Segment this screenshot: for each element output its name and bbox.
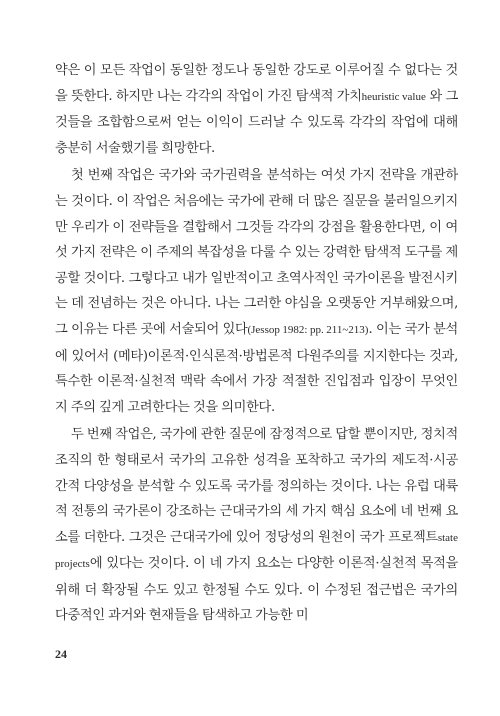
heuristic-value-term: heuristic value bbox=[361, 90, 426, 103]
paragraph-1 bbox=[55, 58, 458, 161]
citation-jessop: (Jessop 1982: pp. 211~213) bbox=[247, 323, 369, 336]
state-projects-term: state projects bbox=[55, 531, 458, 571]
paragraph-3 bbox=[55, 422, 458, 629]
paragraph-2-text-a: 첫 번째 작업은 국가와 국가권력을 분석하는 여섯 가지 전략을 개관하는 것이다. 이 작업은 처음에는 국가에 관해 더 많은 질문을 불러일으키지만 우리가 이 전략들을 결합해서 그것들 각각의 강점을 활용한다면, 이 여섯 가지 전략은 이 주제의 복잡성을 다룰 수 있는 강력한 탐색적 도구를 제공할 것이다. 그렇다고 내가 일반적이고 초역사적인 국가이론을 발전시키는 데 전념하는 것은 아니다. 나는 그러한 야심을 오랫동안 거부해왔으며, 그 이유는 다른 곳에 서술되어 있다 bbox=[55, 168, 458, 337]
page-number: 24 bbox=[55, 647, 67, 661]
body-text bbox=[55, 58, 458, 629]
paragraph-2-text-b: . 이는 국가 분석에 있어서 (메타)이론적·인식론적·방법론적 다원주의를 지지한다는 것과, 특수한 이론적·실천적 맥락 속에서 가장 적절한 진입점과 입장이 무엇인지 주의 깊게 고려한다는 것을 의미한다. bbox=[55, 321, 458, 415]
paragraph-1-text-a: 약은 이 모든 작업이 동일한 정도나 동일한 강도로 이루어질 수 없다는 것을 뜻한다. 하지만 나는 각각의 작업이 가진 탐색적 가치 bbox=[55, 63, 458, 104]
paragraph-3-text-b: 에 있다는 것이다. 이 네 가지 요소는 다양한 이론적·실천적 목적을 위해 더 확장될 수도 있고 한정될 수도 있다. 이 수정된 접근법은 국가의 다중적인 과거와 현재들을 탐색하고 가능한 미 bbox=[55, 556, 458, 624]
paragraph-3-text-a: 두 번째 작업은, 국가에 관한 질문에 잠정적으로 답할 뿐이지만, 정치적 조직의 한 형태로서 국가의 고유한 성격을 포착하고 국가의 제도적·시공간적 다양성을 분석할 수 있도록 국가를 정의하는 것이다. 나는 유럽 대륙적 전통의 국가론이 강조하는 근대국가의 세 가지 핵심 요소에 네 번째 요소를 더한다. 그것은 근대국가에 있어 정당성의 원천이 국가 프로젝트 bbox=[55, 427, 458, 545]
paragraph-2 bbox=[55, 163, 458, 420]
paragraph-1-text-b: 와 그것들을 조합함으로써 얻는 이익이 드러날 수 있도록 각각의 작업에 대해 충분히 서술했기를 희망한다. bbox=[55, 88, 459, 156]
